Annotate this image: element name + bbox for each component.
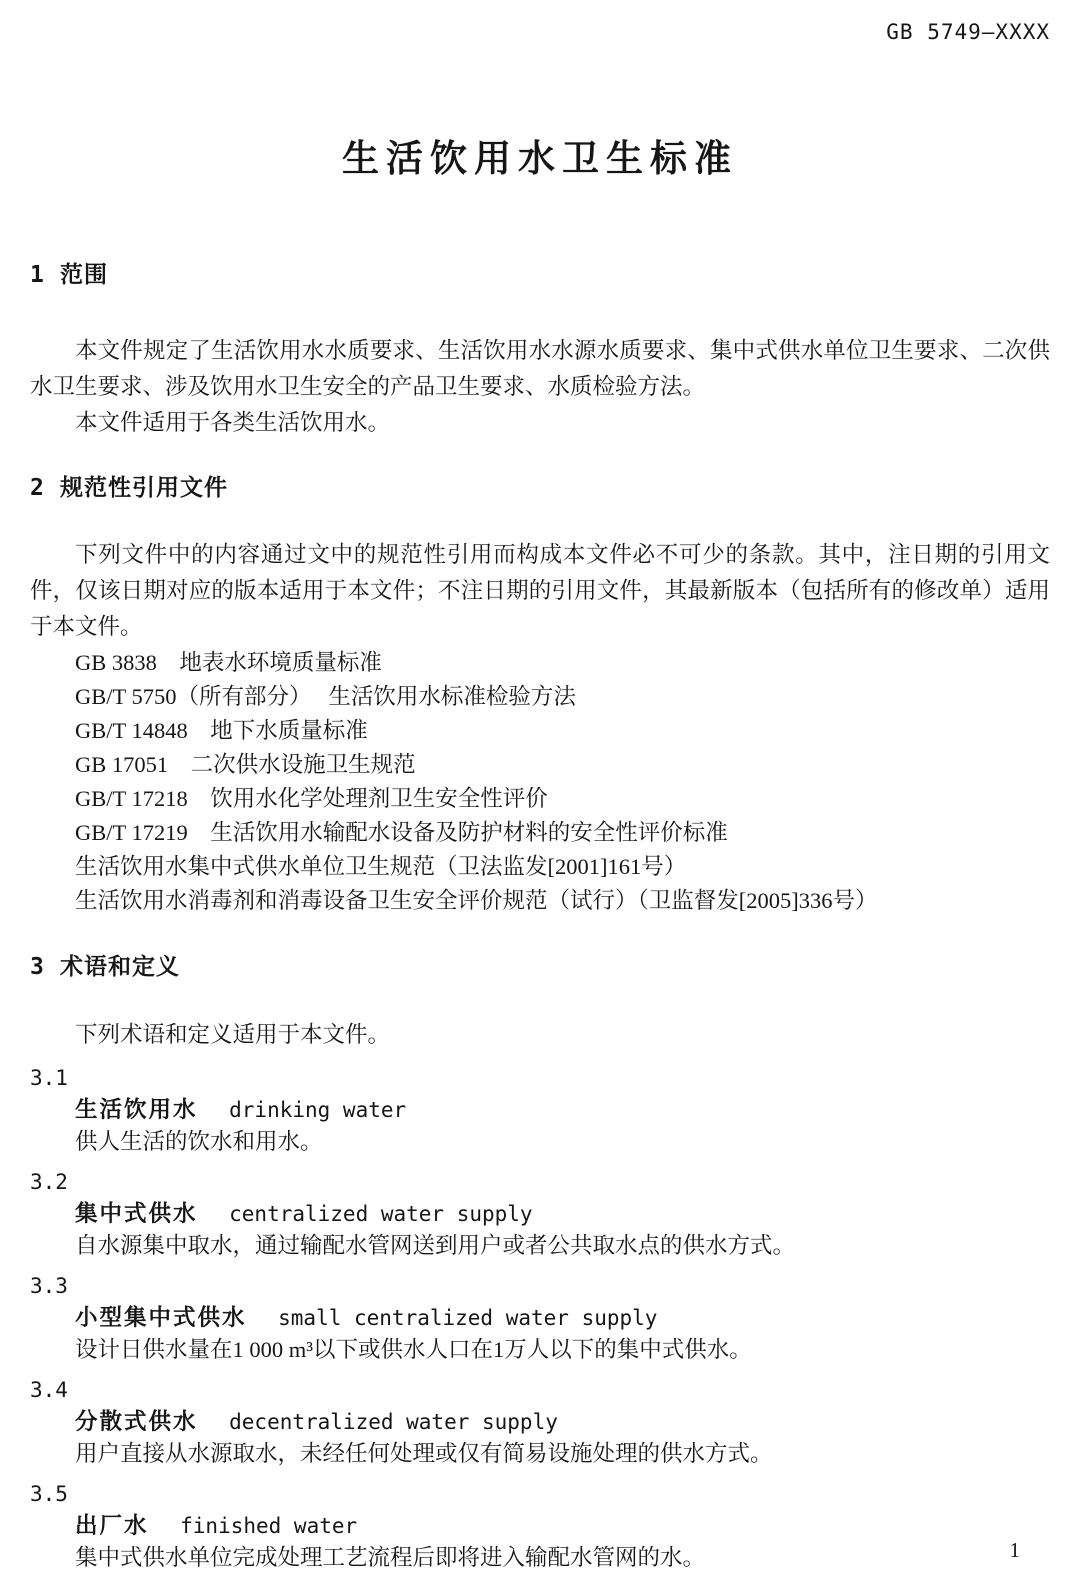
- term-zh: 分散式供水: [75, 1409, 198, 1434]
- clause-3-3: [30, 1271, 1050, 1365]
- term-line: [30, 1198, 1050, 1230]
- reference-item: GB/T 14848 地下水质量标准: [75, 718, 368, 743]
- section-1-number: 1: [30, 262, 45, 288]
- reference-item: 生活饮用水集中式供水单位卫生规范（卫法监发[2001]161号）: [75, 854, 687, 879]
- section-2-paragraph-1: 下列文件中的内容通过文中的规范性引用而构成本文件必不可少的条款。其中，注日期的引用文件，仅该日期对应的版本适用于本文件；不注日期的引用文件，其最新版本（包括所有的修改单）适用于本文件。: [30, 542, 1050, 639]
- clause-definition: 集中式供水单位完成处理工艺流程后即将进入输配水管网的水。: [75, 1545, 706, 1570]
- clause-definition: 设计日供水量在1 000 m³以下或供水人口在1万人以下的集中式供水。: [75, 1337, 752, 1362]
- term-en: small centralized water supply: [278, 1306, 658, 1330]
- term-zh: 小型集中式供水: [75, 1305, 247, 1330]
- clause-number: 3.4: [30, 1378, 68, 1402]
- reference-item: GB 3838 地表水环境质量标准: [75, 650, 382, 675]
- clause-3-4: [30, 1375, 1050, 1469]
- term-en: drinking water: [229, 1098, 407, 1122]
- doc-title: 生活饮用水卫生标准: [342, 138, 738, 179]
- section-1-heading-text: 范围: [60, 261, 108, 287]
- term-en: centralized water supply: [229, 1202, 533, 1226]
- section-3-heading-text: 术语和定义: [60, 953, 180, 979]
- clause-3-5: [30, 1479, 1050, 1573]
- section-1-paragraph-1: 本文件规定了生活饮用水水质要求、生活饮用水水源水质要求、集中式供水单位卫生要求、二次供水卫生要求、涉及饮用水卫生安全的产品卫生要求、水质检验方法。: [30, 338, 1050, 399]
- section-3-heading: [30, 948, 1050, 981]
- section-2-number: 2: [30, 475, 45, 501]
- term-zh: 出厂水: [75, 1513, 149, 1538]
- clause-number: 3.5: [30, 1482, 68, 1506]
- section-1-paragraph-2: 本文件适用于各类生活饮用水。: [75, 410, 391, 435]
- term-line: [30, 1406, 1050, 1438]
- section-2-heading: [30, 469, 1050, 502]
- reference-list: [30, 646, 1050, 918]
- reference-item: GB/T 5750（所有部分） 生活饮用水标准检验方法: [75, 684, 576, 709]
- section-3-number: 3: [30, 954, 45, 980]
- clause-3-1: [30, 1063, 1050, 1157]
- term-line: [30, 1510, 1050, 1542]
- clause-definition: 自水源集中取水，通过输配水管网送到用户或者公共取水点的供水方式。: [75, 1233, 796, 1258]
- page-number: 1: [1009, 1538, 1020, 1562]
- section-2-heading-text: 规范性引用文件: [60, 474, 228, 500]
- term-zh: 生活饮用水: [75, 1097, 198, 1122]
- clause-definition: 供人生活的饮水和用水。: [75, 1129, 323, 1154]
- reference-item: GB/T 17219 生活饮用水输配水设备及防护材料的安全性评价标准: [75, 820, 728, 845]
- term-en: finished water: [180, 1514, 358, 1538]
- term-line: [30, 1302, 1050, 1334]
- section-3-intro: 下列术语和定义适用于本文件。: [75, 1022, 391, 1047]
- doc-number: GB 5749—XXXX: [886, 20, 1050, 44]
- reference-item: GB 17051 二次供水设施卫生规范: [75, 752, 416, 777]
- term-en: decentralized water supply: [229, 1410, 558, 1434]
- reference-item: 生活饮用水消毒剂和消毒设备卫生安全评价规范（试行）（卫监督发[2005]336号）: [75, 888, 878, 913]
- clause-number: 3.2: [30, 1170, 68, 1194]
- clause-definition: 用户直接从水源取水，未经任何处理或仅有简易设施处理的供水方式。: [75, 1441, 773, 1466]
- clause-number: 3.3: [30, 1274, 68, 1298]
- clause-number: 3.1: [30, 1066, 68, 1090]
- clause-3-2: [30, 1167, 1050, 1261]
- term-line: [30, 1094, 1050, 1126]
- terms-clauses: [30, 1063, 1050, 1573]
- term-zh: 集中式供水: [75, 1201, 198, 1226]
- reference-item: GB/T 17218 饮用水化学处理剂卫生安全性评价: [75, 786, 548, 811]
- section-1-heading: [30, 256, 1050, 289]
